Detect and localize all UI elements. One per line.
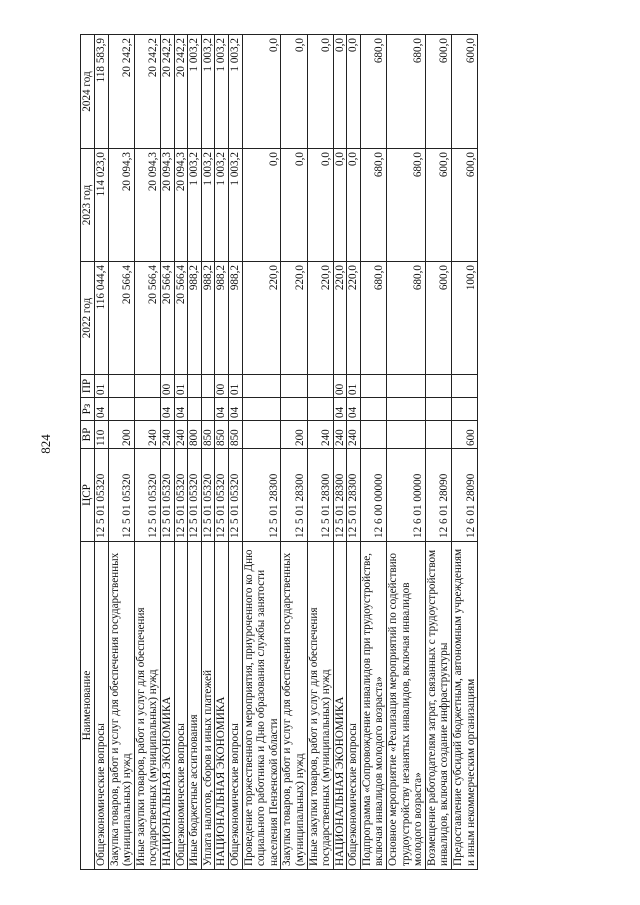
cell-2022: 20 566,4 <box>134 262 160 375</box>
cell-2024: 0,0 <box>307 35 333 149</box>
cell-pr <box>201 375 215 398</box>
cell-csr: 12 5 01 05320 <box>134 449 160 542</box>
cell-rz <box>108 398 134 421</box>
cell-vr: 850 <box>228 421 242 449</box>
cell-pr: 01 <box>95 375 109 398</box>
cell-vr <box>242 421 281 449</box>
table-row <box>242 35 281 870</box>
cell-vr: 240 <box>160 421 174 449</box>
table-row <box>188 35 202 870</box>
table-row <box>228 35 242 870</box>
cell-name: Предоставление субсидий бюджетным, автономным учреждениям и иным некоммерческим организациям <box>452 542 478 870</box>
cell-2023: 1 003,2 <box>188 149 202 262</box>
cell-rz: 04 <box>228 398 242 421</box>
cell-pr: 00 <box>160 375 174 398</box>
cell-csr: 12 5 01 05320 <box>174 449 188 542</box>
header-vr: ВР <box>81 421 95 449</box>
cell-vr: 200 <box>108 421 134 449</box>
cell-rz <box>425 398 451 421</box>
cell-vr: 850 <box>215 421 229 449</box>
cell-2023: 0,0 <box>333 149 347 262</box>
cell-csr: 12 6 01 28090 <box>452 449 478 542</box>
cell-csr: 12 5 01 05320 <box>108 449 134 542</box>
table-row <box>387 35 426 870</box>
cell-pr <box>307 375 333 398</box>
table-row <box>347 35 361 870</box>
cell-vr <box>425 421 451 449</box>
table-row <box>425 35 451 870</box>
cell-csr: 12 5 01 28300 <box>333 449 347 542</box>
table-row <box>201 35 215 870</box>
cell-2022: 20 566,4 <box>174 262 188 375</box>
cell-pr: 01 <box>174 375 188 398</box>
cell-2024: 1 003,2 <box>215 35 229 149</box>
header-name: Наименование <box>81 542 95 870</box>
cell-2023: 1 003,2 <box>228 149 242 262</box>
cell-2024: 600,0 <box>452 35 478 149</box>
cell-pr <box>452 375 478 398</box>
cell-rz: 04 <box>347 398 361 421</box>
cell-name: Возмещение работодателям затрат, связанных с трудоустройством инвалидов, включая создание инфраструктуры <box>425 542 451 870</box>
cell-vr: 240 <box>307 421 333 449</box>
cell-pr <box>188 375 202 398</box>
cell-2022: 680,0 <box>387 262 426 375</box>
cell-vr: 240 <box>347 421 361 449</box>
table-row <box>108 35 134 870</box>
cell-name: Иные закупки товаров, работ и услуг для обеспечения государственных (муниципальных) нужд <box>307 542 333 870</box>
cell-2023: 600,0 <box>425 149 451 262</box>
cell-2023: 0,0 <box>307 149 333 262</box>
cell-2022: 220,0 <box>307 262 333 375</box>
cell-csr: 12 6 00 00000 <box>360 449 386 542</box>
cell-name: Основное мероприятие «Реализация мероприятий по содействию трудоустройству незанятых инвалидов, включая инвалидов молодого возраста» <box>387 542 426 870</box>
page-number: 824 <box>38 434 53 454</box>
cell-2024: 0,0 <box>242 35 281 149</box>
cell-vr: 240 <box>134 421 160 449</box>
cell-csr: 12 5 01 05320 <box>215 449 229 542</box>
cell-pr <box>387 375 426 398</box>
cell-2023: 20 094,3 <box>108 149 134 262</box>
cell-csr: 12 6 01 00000 <box>387 449 426 542</box>
table-row <box>134 35 160 870</box>
cell-2022: 600,0 <box>425 262 451 375</box>
cell-2024: 680,0 <box>387 35 426 149</box>
cell-vr: 600 <box>452 421 478 449</box>
header-2024: 2024 год <box>81 35 95 149</box>
table-row <box>452 35 478 870</box>
cell-2023: 1 003,2 <box>215 149 229 262</box>
cell-rz: 04 <box>174 398 188 421</box>
cell-2022: 220,0 <box>281 262 307 375</box>
cell-name: Общеэкономические вопросы <box>347 542 361 870</box>
cell-csr: 12 5 01 05320 <box>201 449 215 542</box>
cell-2023: 20 094,3 <box>174 149 188 262</box>
table-header-row <box>81 35 95 870</box>
cell-name: Подпрограмма «Сопровождение инвалидов при трудоустройстве, включая инвалидов молодого возраста» <box>360 542 386 870</box>
table-body <box>95 35 478 870</box>
header-csr: ЦСР <box>81 449 95 542</box>
cell-2023: 680,0 <box>360 149 386 262</box>
table-row <box>333 35 347 870</box>
cell-rz <box>281 398 307 421</box>
cell-2024: 20 242,2 <box>160 35 174 149</box>
cell-2024: 20 242,2 <box>174 35 188 149</box>
cell-pr: 01 <box>347 375 361 398</box>
cell-2023: 0,0 <box>347 149 361 262</box>
cell-name: Общеэкономические вопросы <box>174 542 188 870</box>
cell-vr: 110 <box>95 421 109 449</box>
cell-csr: 12 5 01 05320 <box>228 449 242 542</box>
cell-pr <box>425 375 451 398</box>
cell-2023: 600,0 <box>452 149 478 262</box>
cell-2024: 20 242,2 <box>134 35 160 149</box>
cell-rz <box>242 398 281 421</box>
cell-csr: 12 5 01 28300 <box>307 449 333 542</box>
header-2022: 2022 год <box>81 262 95 375</box>
cell-name: НАЦИОНАЛЬНАЯ ЭКОНОМИКА <box>160 542 174 870</box>
cell-pr: 00 <box>215 375 229 398</box>
cell-2022: 988,2 <box>201 262 215 375</box>
table-row <box>95 35 109 870</box>
table-row <box>360 35 386 870</box>
cell-2023: 114 023,0 <box>95 149 109 262</box>
header-rz: Рз <box>81 398 95 421</box>
cell-pr <box>281 375 307 398</box>
cell-2024: 0,0 <box>281 35 307 149</box>
table-row <box>281 35 307 870</box>
cell-2022: 680,0 <box>360 262 386 375</box>
cell-name: Закупка товаров, работ и услуг для обеспечения государственных (муниципальных) нужд <box>108 542 134 870</box>
cell-2022: 220,0 <box>347 262 361 375</box>
cell-name: Иные бюджетные ассигнования <box>188 542 202 870</box>
cell-csr: 12 5 01 05320 <box>188 449 202 542</box>
cell-2024: 680,0 <box>360 35 386 149</box>
cell-rz <box>188 398 202 421</box>
cell-2024: 20 242,2 <box>108 35 134 149</box>
cell-2022: 220,0 <box>333 262 347 375</box>
cell-name: Уплата налогов, сборов и иных платежей <box>201 542 215 870</box>
cell-2024: 1 003,2 <box>228 35 242 149</box>
cell-2024: 1 003,2 <box>201 35 215 149</box>
cell-2024: 0,0 <box>347 35 361 149</box>
budget-table <box>80 34 478 870</box>
cell-vr: 240 <box>174 421 188 449</box>
cell-csr: 12 5 01 28300 <box>242 449 281 542</box>
cell-2022: 20 566,4 <box>108 262 134 375</box>
cell-pr: 01 <box>228 375 242 398</box>
table-row <box>174 35 188 870</box>
cell-2023: 0,0 <box>281 149 307 262</box>
cell-2023: 1 003,2 <box>201 149 215 262</box>
cell-pr <box>242 375 281 398</box>
header-2023: 2023 год <box>81 149 95 262</box>
cell-name: Общеэкономические вопросы <box>228 542 242 870</box>
cell-2022: 100,0 <box>452 262 478 375</box>
cell-csr: 12 5 01 05320 <box>95 449 109 542</box>
cell-name: Проведение торжественного мероприятия, приуроченного ко Дню социального работника и Дню образования службы занятости населения Пензенской области <box>242 542 281 870</box>
cell-csr: 12 5 01 28300 <box>347 449 361 542</box>
cell-name: Иные закупки товаров, работ и услуг для обеспечения государственных (муниципальных) нужд <box>134 542 160 870</box>
cell-pr <box>134 375 160 398</box>
cell-pr <box>360 375 386 398</box>
cell-rz <box>360 398 386 421</box>
table-row <box>160 35 174 870</box>
cell-rz <box>387 398 426 421</box>
cell-vr <box>387 421 426 449</box>
cell-pr: 00 <box>333 375 347 398</box>
cell-pr <box>108 375 134 398</box>
cell-vr: 850 <box>201 421 215 449</box>
cell-csr: 12 5 01 05320 <box>160 449 174 542</box>
cell-2023: 680,0 <box>387 149 426 262</box>
cell-2024: 600,0 <box>425 35 451 149</box>
cell-name: НАЦИОНАЛЬНАЯ ЭКОНОМИКА <box>215 542 229 870</box>
table-row <box>215 35 229 870</box>
cell-2022: 20 566,4 <box>160 262 174 375</box>
cell-2022: 988,2 <box>228 262 242 375</box>
cell-vr <box>360 421 386 449</box>
cell-name: НАЦИОНАЛЬНАЯ ЭКОНОМИКА <box>333 542 347 870</box>
cell-2024: 118 583,9 <box>95 35 109 149</box>
cell-csr: 12 6 01 28090 <box>425 449 451 542</box>
cell-2023: 20 094,3 <box>160 149 174 262</box>
cell-2022: 988,2 <box>215 262 229 375</box>
cell-2022: 116 044,4 <box>95 262 109 375</box>
cell-2024: 1 003,2 <box>188 35 202 149</box>
cell-rz <box>201 398 215 421</box>
cell-name: Закупка товаров, работ и услуг для обеспечения государственных (муниципальных) нужд <box>281 542 307 870</box>
cell-rz <box>307 398 333 421</box>
cell-2023: 0,0 <box>242 149 281 262</box>
cell-rz: 04 <box>215 398 229 421</box>
cell-rz <box>134 398 160 421</box>
cell-2022: 220,0 <box>242 262 281 375</box>
cell-name: Общеэкономические вопросы <box>95 542 109 870</box>
cell-2022: 988,2 <box>188 262 202 375</box>
cell-rz: 04 <box>95 398 109 421</box>
header-pr: ПР <box>81 375 95 398</box>
budget-table-container <box>80 35 613 870</box>
cell-2024: 0,0 <box>333 35 347 149</box>
cell-csr: 12 5 01 28300 <box>281 449 307 542</box>
cell-rz: 04 <box>333 398 347 421</box>
cell-vr: 240 <box>333 421 347 449</box>
cell-vr: 800 <box>188 421 202 449</box>
cell-rz <box>452 398 478 421</box>
table-row <box>307 35 333 870</box>
cell-rz: 04 <box>160 398 174 421</box>
cell-2023: 20 094,3 <box>134 149 160 262</box>
cell-vr: 200 <box>281 421 307 449</box>
